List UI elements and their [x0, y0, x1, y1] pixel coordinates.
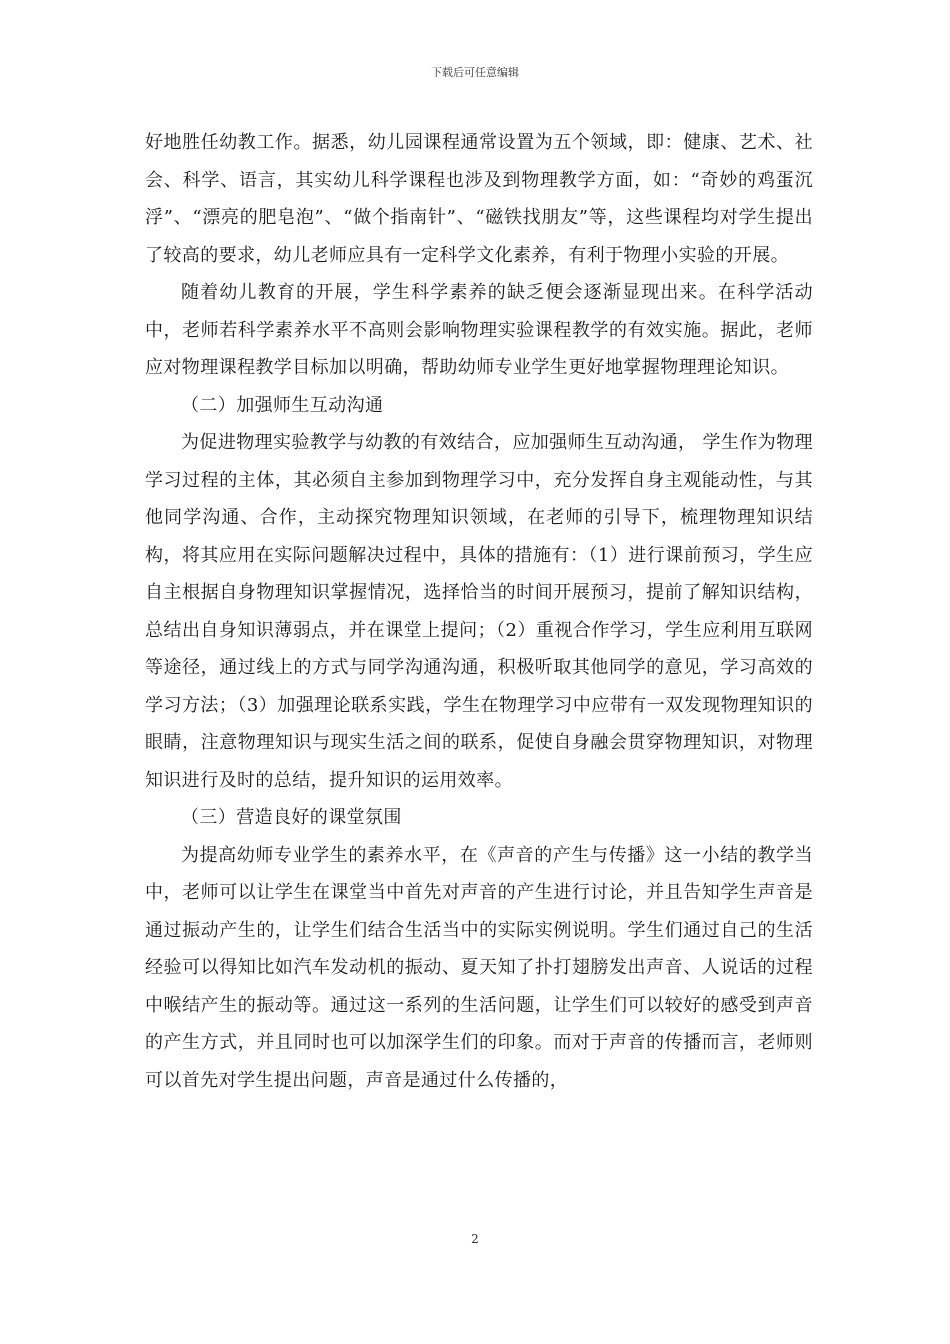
paragraph: 为提高幼师专业学生的素养水平，在《声音的产生与传播》这一小结的教学当中，老师可以让学生在课堂当中首先对声音的产生进行讨论，并且告知学生声音是通过振动产生的，让学生们结合生活当中的实际实例说明。学生们通过自己的生活经验可以得知比如汽车发动机的振动、夏天知了扑打翅膀发出声音、人说话的过程中喉结产生的振动等。通过这一系列的生活问题，让学生们可以较好的感受到声音的产生方式，并且同时也可以加深学生们的印象。而对于声音的传播而言，老师则可以首先对学生提出问题，声音是通过什么传播的，	[145, 844, 813, 1091]
page-header: 下载后可任意编辑	[431, 66, 519, 79]
page-number: 2	[471, 1232, 479, 1246]
paragraph: 为促进物理实验教学与幼教的有效结合，应加强师生互动沟通， 学生作为物理学习过程的主体，其必须自主参加到物理学习中，充分发挥自身主观能动性，与其他同学沟通、合作，主动探究物理知识领域，在老师的引导下，梳理物理知识结构，将其应用在实际问题解决过程中，具体的措施有：（1）进行课前预习，学生应自主根据自身物理知识掌握情况，选择恰当的时间开展预习，提前了解知识结构，总结出自身知识薄弱点，并在课堂上提问；（2）重视合作学习，学生应利用互联网等途径，通过线上的方式与同学沟通沟通，积极听取其他同学的意见，学习高效的学习方法；（3）加强理论联系实践，学生在物理学习中应带有一双发现物理知识的眼睛，注意物理知识与现实生活之间的联系，促使自身融会贯穿物理知识，对物理知识进行及时的总结，提升知识的运用效率。	[145, 432, 813, 791]
section-heading: （三）营造良好的课堂氛围	[181, 807, 402, 828]
section-heading: （二）加强师生互动沟通	[181, 394, 384, 416]
paragraph: 随着幼儿教育的开展，学生科学素养的缺乏便会逐渐显现出来。在科学活动中，老师若科学素养水平不高则会影响物理实验课程教学的有效实施。据此，老师应对物理课程教学目标加以明确，帮助幼师专业学生更好地掌握物理理论知识。	[145, 282, 813, 378]
document-body	[145, 124, 813, 1099]
paragraph: 好地胜任幼教工作。据悉，幼儿园课程通常设置为五个领域，即：健康、艺术、社会、科学、语言，其实幼儿科学课程也涉及到物理教学方面，如：“奇妙的鸡蛋沉浮”、“漂亮的肥皂泡”、“做个指南针”、“磁铁找朋友”等，这些课程均对学生提出了较高的要求，幼儿老师应具有一定科学文化素养，有利于物理小实验的开展。	[145, 132, 813, 266]
